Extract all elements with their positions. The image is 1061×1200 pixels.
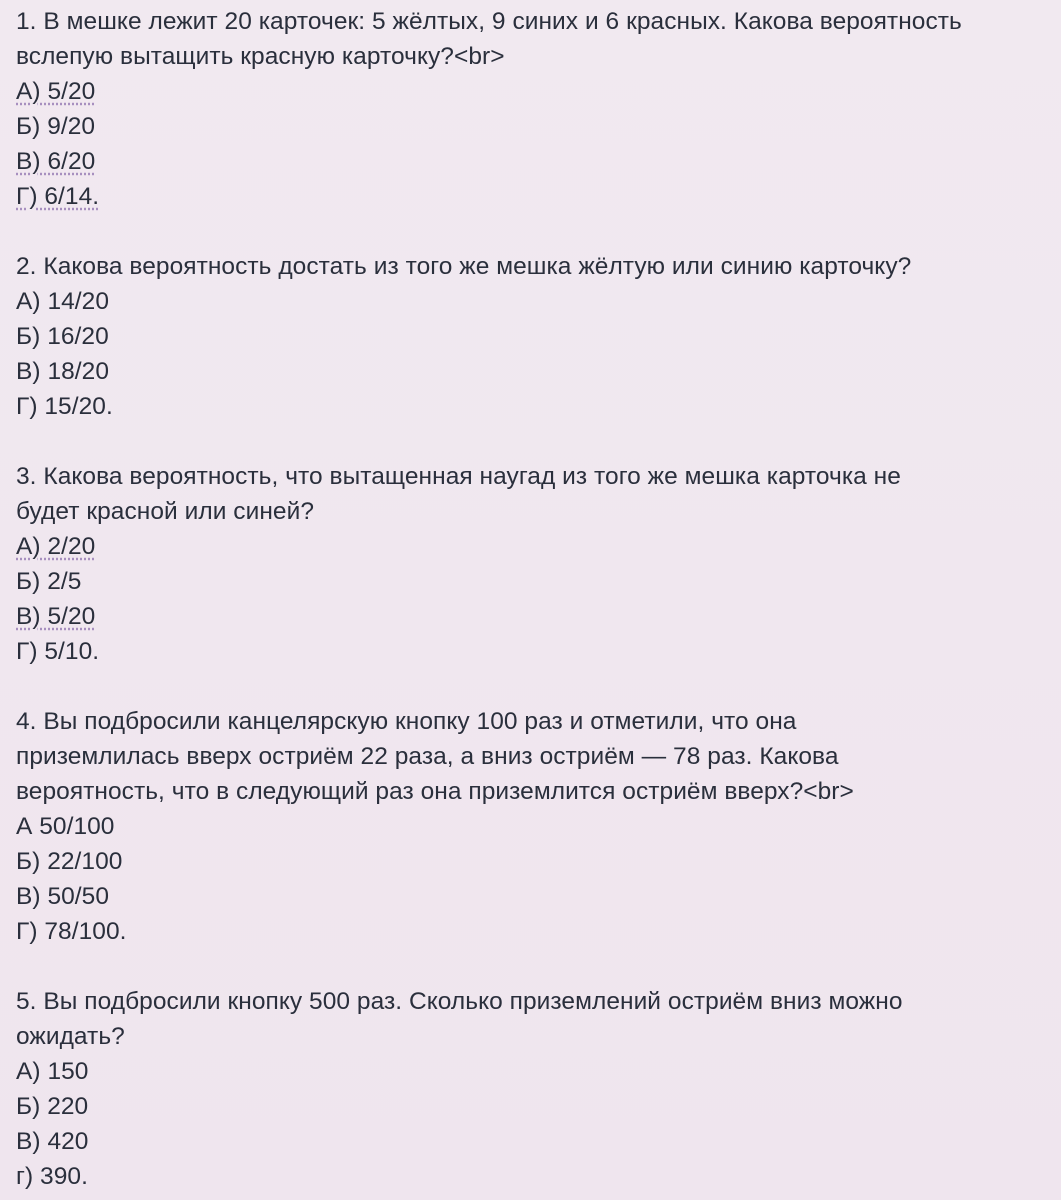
question-text-line: приземлилась вверх остриём 22 раза, а вниз остриём — 78 раз. Какова bbox=[16, 743, 839, 770]
answer-option-b: Б) 220 bbox=[16, 1093, 89, 1120]
answer-option-d: Г) 78/100. bbox=[16, 918, 127, 945]
answer-option-d: Г) 5/10. bbox=[16, 638, 100, 665]
question-text-line: 1. В мешке лежит 20 карточек: 5 жёлтых, 9 синих и 6 красных. Какова вероятность bbox=[16, 8, 962, 35]
question-2 bbox=[16, 249, 1037, 424]
answer-option-c: В) 18/20 bbox=[16, 358, 110, 385]
answer-option-d: г) 390. bbox=[16, 1163, 88, 1190]
answer-option-b: Б) 22/100 bbox=[16, 848, 123, 875]
question-text-line: 3. Какова вероятность, что вытащенная наугад из того же мешка карточка не bbox=[16, 463, 901, 490]
answer-option-a: А) 150 bbox=[16, 1058, 89, 1085]
question-5 bbox=[16, 984, 1037, 1194]
answer-option-c: В) 50/50 bbox=[16, 883, 110, 910]
question-text-line: 4. Вы подбросили канцелярскую кнопку 100 раз и отметили, что она bbox=[16, 708, 797, 735]
answer-option-c: В) 6/20 bbox=[16, 148, 96, 175]
question-text-line: будет красной или синей? bbox=[16, 498, 315, 525]
answer-option-a: А 50/100 bbox=[16, 813, 115, 840]
question-text-line: вслепую вытащить красную карточку?<br> bbox=[16, 43, 505, 70]
answer-option-c: В) 5/20 bbox=[16, 603, 96, 630]
answer-option-d: Г) 15/20. bbox=[16, 393, 113, 420]
answer-option-b: Б) 2/5 bbox=[16, 568, 82, 595]
question-4 bbox=[16, 704, 1037, 949]
question-text-line: ожидать? bbox=[16, 1023, 125, 1050]
question-text-line: 2. Какова вероятность достать из того же мешка жёлтую или синию карточку? bbox=[16, 253, 912, 280]
answer-option-b: Б) 9/20 bbox=[16, 113, 96, 140]
question-text-line: вероятность, что в следующий раз она приземлится остриём вверх?<br> bbox=[16, 778, 854, 805]
answer-option-d: Г) 6/14. bbox=[16, 183, 100, 210]
answer-option-a: А) 5/20 bbox=[16, 78, 96, 105]
question-3 bbox=[16, 459, 1037, 669]
answer-option-c: В) 420 bbox=[16, 1128, 89, 1155]
answer-option-a: А) 14/20 bbox=[16, 288, 110, 315]
question-1 bbox=[16, 4, 1037, 214]
answer-option-b: Б) 16/20 bbox=[16, 323, 109, 350]
question-text-line: 5. Вы подбросили кнопку 500 раз. Сколько приземлений остриём вниз можно bbox=[16, 988, 903, 1015]
answer-option-a: А) 2/20 bbox=[16, 533, 96, 560]
